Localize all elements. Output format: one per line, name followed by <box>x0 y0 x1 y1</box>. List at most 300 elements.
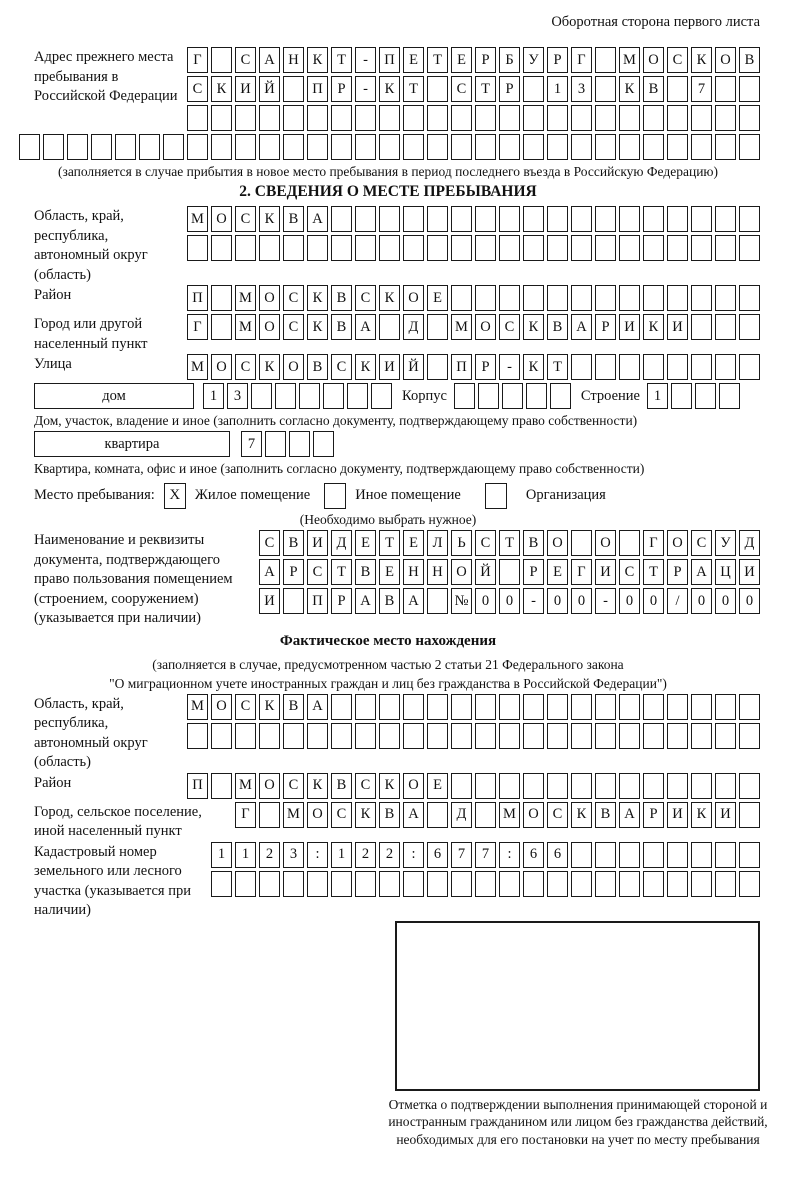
char-cell[interactable]: О <box>595 530 616 556</box>
char-cell[interactable] <box>571 105 592 131</box>
char-cell[interactable]: К <box>379 773 400 799</box>
char-cell[interactable]: Й <box>259 76 280 102</box>
char-cell[interactable] <box>499 723 520 749</box>
char-cell[interactable] <box>499 235 520 261</box>
apartment-box[interactable]: квартира <box>34 431 230 457</box>
char-cell[interactable]: Й <box>475 559 496 585</box>
char-cell[interactable] <box>547 105 568 131</box>
char-cell[interactable] <box>691 723 712 749</box>
char-cell[interactable] <box>667 842 688 868</box>
char-cell[interactable] <box>499 773 520 799</box>
char-cell[interactable] <box>19 134 40 160</box>
char-cell[interactable]: С <box>451 76 472 102</box>
char-cell[interactable] <box>355 105 376 131</box>
char-cell[interactable] <box>739 694 760 720</box>
char-cell[interactable]: Г <box>235 802 256 828</box>
char-cell[interactable] <box>427 134 448 160</box>
char-cell[interactable] <box>691 105 712 131</box>
char-cell[interactable]: С <box>235 47 256 73</box>
char-cell[interactable]: Л <box>427 530 448 556</box>
char-cell[interactable] <box>619 530 640 556</box>
char-cell[interactable]: И <box>235 76 256 102</box>
char-cell[interactable] <box>619 694 640 720</box>
char-cell[interactable] <box>331 206 352 232</box>
char-cell[interactable] <box>259 235 280 261</box>
char-cell[interactable] <box>671 383 692 409</box>
char-cell[interactable] <box>523 206 544 232</box>
char-cell[interactable] <box>719 383 740 409</box>
char-cell[interactable]: 7 <box>241 431 262 457</box>
char-cell[interactable]: 0 <box>547 588 568 614</box>
char-cell[interactable] <box>307 134 328 160</box>
char-cell[interactable] <box>715 235 736 261</box>
char-cell[interactable]: С <box>475 530 496 556</box>
char-cell[interactable] <box>571 723 592 749</box>
char-cell[interactable]: Е <box>451 47 472 73</box>
char-cell[interactable] <box>715 842 736 868</box>
char-cell[interactable]: 0 <box>475 588 496 614</box>
char-cell[interactable] <box>187 134 208 160</box>
char-cell[interactable] <box>595 206 616 232</box>
char-cell[interactable]: 1 <box>647 383 668 409</box>
char-cell[interactable] <box>619 354 640 380</box>
char-cell[interactable] <box>667 134 688 160</box>
char-cell[interactable] <box>427 723 448 749</box>
char-cell[interactable] <box>323 383 344 409</box>
char-cell[interactable]: 0 <box>715 588 736 614</box>
char-cell[interactable] <box>595 723 616 749</box>
char-cell[interactable]: Р <box>667 559 688 585</box>
char-cell[interactable] <box>595 235 616 261</box>
char-cell[interactable] <box>475 134 496 160</box>
char-cell[interactable] <box>331 105 352 131</box>
char-cell[interactable] <box>259 723 280 749</box>
char-cell[interactable] <box>499 206 520 232</box>
char-cell[interactable]: С <box>355 285 376 311</box>
char-cell[interactable]: К <box>355 802 376 828</box>
char-cell[interactable]: О <box>403 773 424 799</box>
char-cell[interactable] <box>547 285 568 311</box>
char-cell[interactable] <box>667 354 688 380</box>
char-cell[interactable] <box>523 105 544 131</box>
char-cell[interactable]: К <box>307 47 328 73</box>
char-cell[interactable]: С <box>355 773 376 799</box>
char-cell[interactable] <box>211 723 232 749</box>
char-cell[interactable] <box>379 134 400 160</box>
char-cell[interactable] <box>643 694 664 720</box>
char-cell[interactable]: К <box>691 47 712 73</box>
char-cell[interactable]: И <box>259 588 280 614</box>
char-cell[interactable] <box>211 285 232 311</box>
char-cell[interactable]: С <box>235 354 256 380</box>
char-cell[interactable]: С <box>283 314 304 340</box>
char-cell[interactable]: К <box>307 773 328 799</box>
char-cell[interactable]: 2 <box>379 842 400 868</box>
char-cell[interactable]: 1 <box>211 842 232 868</box>
char-cell[interactable] <box>691 206 712 232</box>
char-cell[interactable]: Е <box>379 559 400 585</box>
char-cell[interactable] <box>427 314 448 340</box>
char-cell[interactable]: В <box>331 285 352 311</box>
char-cell[interactable] <box>547 134 568 160</box>
char-cell[interactable]: В <box>547 314 568 340</box>
char-cell[interactable] <box>550 383 571 409</box>
char-cell[interactable]: С <box>259 530 280 556</box>
char-cell[interactable] <box>643 105 664 131</box>
char-cell[interactable]: И <box>307 530 328 556</box>
char-cell[interactable] <box>715 314 736 340</box>
char-cell[interactable]: Р <box>523 559 544 585</box>
char-cell[interactable]: К <box>643 314 664 340</box>
char-cell[interactable] <box>595 47 616 73</box>
char-cell[interactable] <box>739 134 760 160</box>
char-cell[interactable] <box>307 871 328 897</box>
char-cell[interactable] <box>667 76 688 102</box>
char-cell[interactable]: С <box>691 530 712 556</box>
char-cell[interactable] <box>715 76 736 102</box>
char-cell[interactable] <box>667 694 688 720</box>
char-cell[interactable]: К <box>619 76 640 102</box>
char-cell[interactable]: К <box>691 802 712 828</box>
char-cell[interactable] <box>259 802 280 828</box>
char-cell[interactable]: С <box>499 314 520 340</box>
char-cell[interactable] <box>715 723 736 749</box>
char-cell[interactable] <box>283 871 304 897</box>
char-cell[interactable]: О <box>643 47 664 73</box>
char-cell[interactable] <box>347 383 368 409</box>
char-cell[interactable]: О <box>451 559 472 585</box>
house-box[interactable]: дом <box>34 383 194 409</box>
char-cell[interactable]: К <box>307 314 328 340</box>
char-cell[interactable]: П <box>187 285 208 311</box>
char-cell[interactable] <box>667 773 688 799</box>
char-cell[interactable]: П <box>187 773 208 799</box>
char-cell[interactable]: М <box>187 354 208 380</box>
char-cell[interactable]: И <box>715 802 736 828</box>
char-cell[interactable]: 1 <box>547 76 568 102</box>
char-cell[interactable]: С <box>187 76 208 102</box>
char-cell[interactable] <box>403 723 424 749</box>
char-cell[interactable] <box>163 134 184 160</box>
char-cell[interactable]: В <box>355 559 376 585</box>
char-cell[interactable] <box>211 773 232 799</box>
char-cell[interactable] <box>619 206 640 232</box>
char-cell[interactable]: К <box>211 76 232 102</box>
char-cell[interactable]: Т <box>331 47 352 73</box>
char-cell[interactable] <box>715 134 736 160</box>
char-cell[interactable]: М <box>235 314 256 340</box>
char-cell[interactable] <box>595 842 616 868</box>
checkbox-other-premises[interactable] <box>324 483 346 509</box>
char-cell[interactable] <box>355 134 376 160</box>
char-cell[interactable] <box>715 694 736 720</box>
char-cell[interactable] <box>283 105 304 131</box>
char-cell[interactable]: Т <box>403 76 424 102</box>
char-cell[interactable]: А <box>355 314 376 340</box>
char-cell[interactable]: С <box>619 559 640 585</box>
char-cell[interactable] <box>259 134 280 160</box>
char-cell[interactable]: А <box>259 559 280 585</box>
char-cell[interactable] <box>299 383 320 409</box>
char-cell[interactable]: Р <box>331 76 352 102</box>
char-cell[interactable] <box>547 871 568 897</box>
char-cell[interactable]: : <box>307 842 328 868</box>
char-cell[interactable]: 0 <box>619 588 640 614</box>
char-cell[interactable] <box>523 134 544 160</box>
char-cell[interactable] <box>739 802 760 828</box>
char-cell[interactable] <box>427 76 448 102</box>
char-cell[interactable]: П <box>451 354 472 380</box>
char-cell[interactable] <box>643 871 664 897</box>
char-cell[interactable]: О <box>523 802 544 828</box>
char-cell[interactable] <box>427 802 448 828</box>
char-cell[interactable] <box>355 694 376 720</box>
char-cell[interactable] <box>379 314 400 340</box>
char-cell[interactable] <box>403 235 424 261</box>
char-cell[interactable]: О <box>211 694 232 720</box>
char-cell[interactable]: И <box>667 802 688 828</box>
char-cell[interactable] <box>547 723 568 749</box>
char-cell[interactable] <box>475 694 496 720</box>
char-cell[interactable] <box>643 235 664 261</box>
char-cell[interactable]: 1 <box>235 842 256 868</box>
char-cell[interactable] <box>427 206 448 232</box>
char-cell[interactable] <box>739 842 760 868</box>
char-cell[interactable] <box>667 235 688 261</box>
char-cell[interactable]: М <box>499 802 520 828</box>
char-cell[interactable]: / <box>667 588 688 614</box>
char-cell[interactable]: С <box>307 559 328 585</box>
char-cell[interactable] <box>523 773 544 799</box>
char-cell[interactable] <box>526 383 547 409</box>
char-cell[interactable] <box>739 773 760 799</box>
char-cell[interactable]: С <box>331 354 352 380</box>
char-cell[interactable] <box>331 134 352 160</box>
char-cell[interactable]: О <box>475 314 496 340</box>
char-cell[interactable]: 7 <box>691 76 712 102</box>
char-cell[interactable]: 6 <box>523 842 544 868</box>
char-cell[interactable] <box>379 723 400 749</box>
char-cell[interactable]: Е <box>403 47 424 73</box>
char-cell[interactable] <box>331 694 352 720</box>
char-cell[interactable]: О <box>259 773 280 799</box>
char-cell[interactable] <box>595 105 616 131</box>
char-cell[interactable] <box>451 105 472 131</box>
char-cell[interactable]: А <box>691 559 712 585</box>
char-cell[interactable]: О <box>403 285 424 311</box>
char-cell[interactable]: № <box>451 588 472 614</box>
char-cell[interactable] <box>307 235 328 261</box>
char-cell[interactable]: Т <box>379 530 400 556</box>
char-cell[interactable]: К <box>523 354 544 380</box>
char-cell[interactable]: : <box>403 842 424 868</box>
char-cell[interactable] <box>427 871 448 897</box>
char-cell[interactable] <box>331 235 352 261</box>
char-cell[interactable] <box>643 285 664 311</box>
char-cell[interactable]: - <box>355 76 376 102</box>
char-cell[interactable]: Д <box>403 314 424 340</box>
char-cell[interactable] <box>235 235 256 261</box>
char-cell[interactable] <box>355 871 376 897</box>
char-cell[interactable] <box>595 285 616 311</box>
char-cell[interactable]: И <box>619 314 640 340</box>
char-cell[interactable] <box>595 134 616 160</box>
char-cell[interactable]: - <box>523 588 544 614</box>
char-cell[interactable] <box>619 134 640 160</box>
char-cell[interactable]: Д <box>331 530 352 556</box>
char-cell[interactable]: Р <box>475 47 496 73</box>
char-cell[interactable] <box>547 773 568 799</box>
char-cell[interactable] <box>619 285 640 311</box>
char-cell[interactable]: Р <box>283 559 304 585</box>
char-cell[interactable]: 6 <box>427 842 448 868</box>
char-cell[interactable] <box>595 694 616 720</box>
char-cell[interactable] <box>427 354 448 380</box>
char-cell[interactable]: 0 <box>499 588 520 614</box>
char-cell[interactable]: С <box>235 694 256 720</box>
char-cell[interactable]: 2 <box>259 842 280 868</box>
char-cell[interactable]: В <box>307 354 328 380</box>
char-cell[interactable]: Й <box>403 354 424 380</box>
char-cell[interactable]: К <box>355 354 376 380</box>
char-cell[interactable] <box>571 134 592 160</box>
char-cell[interactable] <box>499 559 520 585</box>
char-cell[interactable] <box>235 723 256 749</box>
char-cell[interactable]: О <box>259 285 280 311</box>
char-cell[interactable] <box>571 285 592 311</box>
char-cell[interactable] <box>691 285 712 311</box>
char-cell[interactable] <box>643 773 664 799</box>
char-cell[interactable] <box>547 235 568 261</box>
char-cell[interactable]: Г <box>571 559 592 585</box>
char-cell[interactable] <box>691 235 712 261</box>
char-cell[interactable]: 0 <box>643 588 664 614</box>
char-cell[interactable]: Г <box>187 314 208 340</box>
char-cell[interactable]: А <box>619 802 640 828</box>
char-cell[interactable]: В <box>523 530 544 556</box>
char-cell[interactable] <box>619 871 640 897</box>
char-cell[interactable] <box>187 105 208 131</box>
char-cell[interactable]: Е <box>547 559 568 585</box>
char-cell[interactable] <box>259 871 280 897</box>
char-cell[interactable] <box>643 723 664 749</box>
char-cell[interactable] <box>283 134 304 160</box>
char-cell[interactable]: Т <box>331 559 352 585</box>
char-cell[interactable] <box>715 871 736 897</box>
char-cell[interactable]: К <box>259 354 280 380</box>
char-cell[interactable]: К <box>571 802 592 828</box>
char-cell[interactable]: В <box>595 802 616 828</box>
char-cell[interactable]: Т <box>547 354 568 380</box>
char-cell[interactable] <box>43 134 64 160</box>
char-cell[interactable]: В <box>283 530 304 556</box>
char-cell[interactable] <box>643 134 664 160</box>
char-cell[interactable]: А <box>403 588 424 614</box>
char-cell[interactable] <box>523 723 544 749</box>
char-cell[interactable]: М <box>283 802 304 828</box>
char-cell[interactable] <box>275 383 296 409</box>
char-cell[interactable] <box>619 723 640 749</box>
char-cell[interactable] <box>451 285 472 311</box>
char-cell[interactable] <box>739 76 760 102</box>
char-cell[interactable] <box>115 134 136 160</box>
char-cell[interactable] <box>427 105 448 131</box>
char-cell[interactable] <box>403 694 424 720</box>
char-cell[interactable] <box>595 871 616 897</box>
char-cell[interactable] <box>403 134 424 160</box>
char-cell[interactable]: 7 <box>475 842 496 868</box>
char-cell[interactable]: : <box>499 842 520 868</box>
char-cell[interactable] <box>667 206 688 232</box>
char-cell[interactable]: И <box>595 559 616 585</box>
char-cell[interactable]: К <box>259 206 280 232</box>
char-cell[interactable] <box>211 871 232 897</box>
char-cell[interactable] <box>451 723 472 749</box>
checkbox-organization[interactable] <box>485 483 507 509</box>
char-cell[interactable]: А <box>355 588 376 614</box>
char-cell[interactable] <box>571 530 592 556</box>
char-cell[interactable] <box>691 314 712 340</box>
char-cell[interactable] <box>379 235 400 261</box>
char-cell[interactable]: Т <box>427 47 448 73</box>
char-cell[interactable]: О <box>259 314 280 340</box>
char-cell[interactable] <box>331 871 352 897</box>
char-cell[interactable]: Н <box>403 559 424 585</box>
char-cell[interactable] <box>91 134 112 160</box>
char-cell[interactable] <box>451 206 472 232</box>
char-cell[interactable] <box>619 773 640 799</box>
char-cell[interactable] <box>691 842 712 868</box>
char-cell[interactable] <box>355 235 376 261</box>
char-cell[interactable]: Р <box>595 314 616 340</box>
char-cell[interactable]: М <box>235 285 256 311</box>
char-cell[interactable]: О <box>211 206 232 232</box>
char-cell[interactable]: И <box>667 314 688 340</box>
char-cell[interactable] <box>475 723 496 749</box>
char-cell[interactable]: 0 <box>739 588 760 614</box>
char-cell[interactable] <box>695 383 716 409</box>
char-cell[interactable] <box>451 694 472 720</box>
char-cell[interactable] <box>619 235 640 261</box>
char-cell[interactable] <box>739 314 760 340</box>
char-cell[interactable]: 3 <box>571 76 592 102</box>
char-cell[interactable] <box>283 723 304 749</box>
char-cell[interactable] <box>259 105 280 131</box>
char-cell[interactable]: А <box>307 694 328 720</box>
char-cell[interactable]: - <box>355 47 376 73</box>
char-cell[interactable] <box>691 694 712 720</box>
char-cell[interactable]: В <box>379 802 400 828</box>
char-cell[interactable] <box>235 134 256 160</box>
char-cell[interactable]: 0 <box>571 588 592 614</box>
char-cell[interactable]: М <box>187 206 208 232</box>
char-cell[interactable] <box>523 694 544 720</box>
char-cell[interactable]: У <box>715 530 736 556</box>
char-cell[interactable] <box>475 802 496 828</box>
char-cell[interactable]: Т <box>643 559 664 585</box>
char-cell[interactable]: А <box>571 314 592 340</box>
char-cell[interactable]: М <box>619 47 640 73</box>
char-cell[interactable]: 2 <box>355 842 376 868</box>
char-cell[interactable] <box>619 842 640 868</box>
char-cell[interactable]: Р <box>643 802 664 828</box>
char-cell[interactable]: Н <box>427 559 448 585</box>
char-cell[interactable] <box>371 383 392 409</box>
char-cell[interactable] <box>211 47 232 73</box>
char-cell[interactable] <box>595 76 616 102</box>
char-cell[interactable] <box>211 235 232 261</box>
char-cell[interactable] <box>187 235 208 261</box>
